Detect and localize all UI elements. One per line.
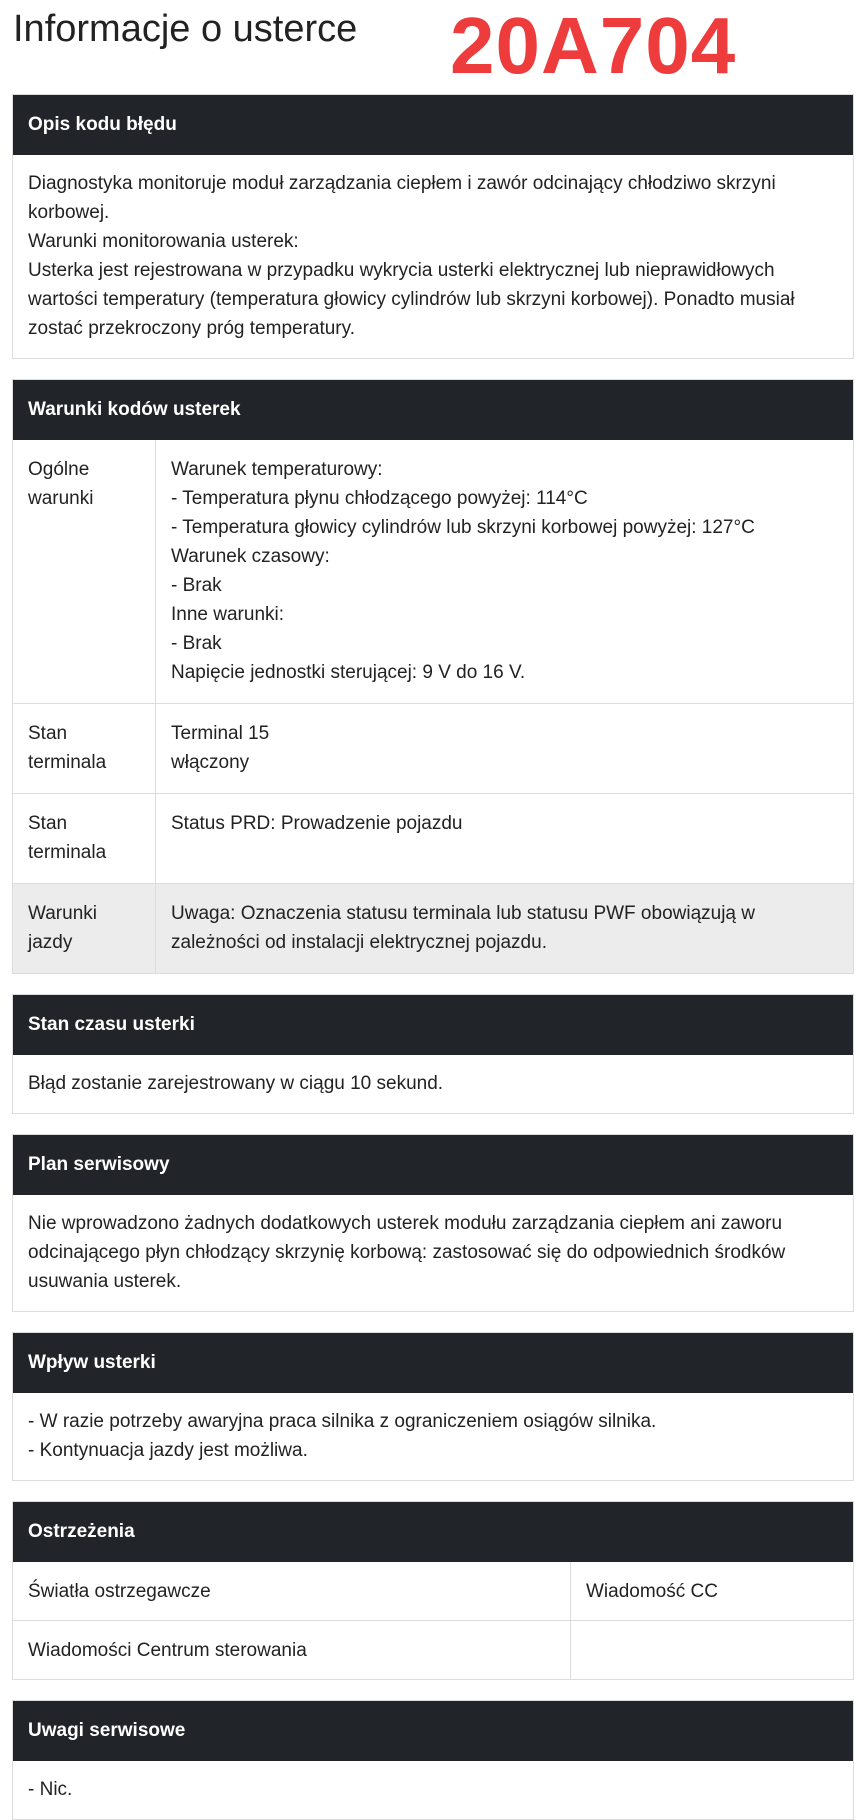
section-service-notes — [12, 1700, 854, 1820]
fault-code: 20A704 — [450, 1, 737, 90]
condition-line: - Temperatura płynu chłodzącego powyżej: 114°C — [171, 488, 588, 509]
section-timing-title: Stan czasu usterki — [13, 995, 853, 1055]
condition-value — [156, 884, 854, 974]
table-row — [13, 884, 853, 974]
section-warnings-title: Ostrzeżenia — [13, 1502, 853, 1562]
warnings-table — [13, 1562, 853, 1679]
condition-value — [156, 704, 854, 794]
section-timing — [12, 994, 854, 1114]
condition-label: Stan terminala — [13, 704, 156, 794]
table-row — [13, 794, 853, 884]
section-conditions — [12, 379, 854, 974]
condition-line: włączony — [171, 752, 250, 773]
description-line: Warunki monitorowania usterek: — [28, 231, 299, 252]
table-row — [13, 1621, 853, 1680]
condition-line: - Temperatura głowicy cylindrów lub skrzyni korbowej powyżej: 127°C — [171, 517, 755, 538]
condition-line: Status PRD: Prowadzenie pojazdu — [171, 813, 463, 834]
conditions-table — [13, 440, 853, 973]
condition-line: Uwaga: Oznaczenia statusu terminala lub statusu PWF obowiązują w zależności od instalacji elektrycznej pojazdu. — [171, 903, 755, 953]
warning-cell: Wiadomości Centrum sterowania — [13, 1621, 571, 1680]
warning-cell: Światła ostrzegawcze — [13, 1562, 571, 1621]
table-row — [13, 1562, 853, 1621]
section-service-plan — [12, 1134, 854, 1312]
impact-line: - W razie potrzeby awaryjna praca silnika z ograniczeniem osiągów silnika. — [28, 1411, 657, 1432]
page-title: Informacje o usterce — [13, 8, 358, 50]
impact-line: - Kontynuacja jazdy jest możliwa. — [28, 1440, 308, 1461]
section-service-notes-body: - Nic. — [28, 1779, 73, 1800]
section-service-notes-title: Uwagi serwisowe — [13, 1701, 853, 1761]
condition-label: Stan terminala — [13, 794, 156, 884]
section-description — [12, 94, 854, 359]
condition-line: Terminal 15 — [171, 723, 270, 744]
section-impact-body — [13, 1393, 853, 1480]
condition-line: Inne warunki: — [171, 604, 285, 625]
condition-label: Warunki jazdy — [13, 884, 156, 974]
condition-label: Ogólne warunki — [13, 440, 156, 704]
section-service-plan-body: Nie wprowadzono żadnych dodatkowych usterek modułu zarządzania ciepłem ani zaworu odcinającego płyn chłodzący skrzynię korbową: zastosować się do odpowiednich środków usuwania usterek. — [28, 1213, 786, 1292]
condition-line: - Brak — [171, 633, 222, 654]
section-conditions-title: Warunki kodów usterek — [13, 380, 853, 440]
section-impact — [12, 1332, 854, 1481]
section-description-body — [13, 155, 853, 358]
section-timing-body: Błąd zostanie zarejestrowany w ciągu 10 sekund. — [28, 1073, 444, 1094]
section-warnings — [12, 1501, 854, 1680]
condition-line: Warunek czasowy: — [171, 546, 330, 567]
section-description-title: Opis kodu błędu — [13, 95, 853, 155]
condition-value — [156, 440, 854, 704]
condition-line: - Brak — [171, 575, 222, 596]
condition-line: Warunek temperaturowy: — [171, 459, 383, 480]
description-line: Usterka jest rejestrowana w przypadku wykrycia usterki elektrycznej lub nieprawidłowych wartości temperatury (temperatura głowicy cylindrów lub skrzyni korbowej). Ponadto musiał zostać przekroczony próg temperatury. — [28, 260, 795, 339]
warning-cell — [571, 1621, 854, 1680]
description-line: Diagnostyka monitoruje moduł zarządzania ciepłem i zawór odcinający chłodziwo skrzyni korbowej. — [28, 173, 776, 223]
warning-cell: Wiadomość CC — [586, 1580, 718, 1602]
table-row — [13, 440, 853, 704]
table-row — [13, 704, 853, 794]
section-service-plan-title: Plan serwisowy — [13, 1135, 853, 1195]
condition-line: Napięcie jednostki sterującej: 9 V do 16 V. — [171, 662, 526, 683]
section-impact-title: Wpływ usterki — [13, 1333, 853, 1393]
condition-value — [156, 794, 854, 884]
page-header — [12, 0, 854, 94]
